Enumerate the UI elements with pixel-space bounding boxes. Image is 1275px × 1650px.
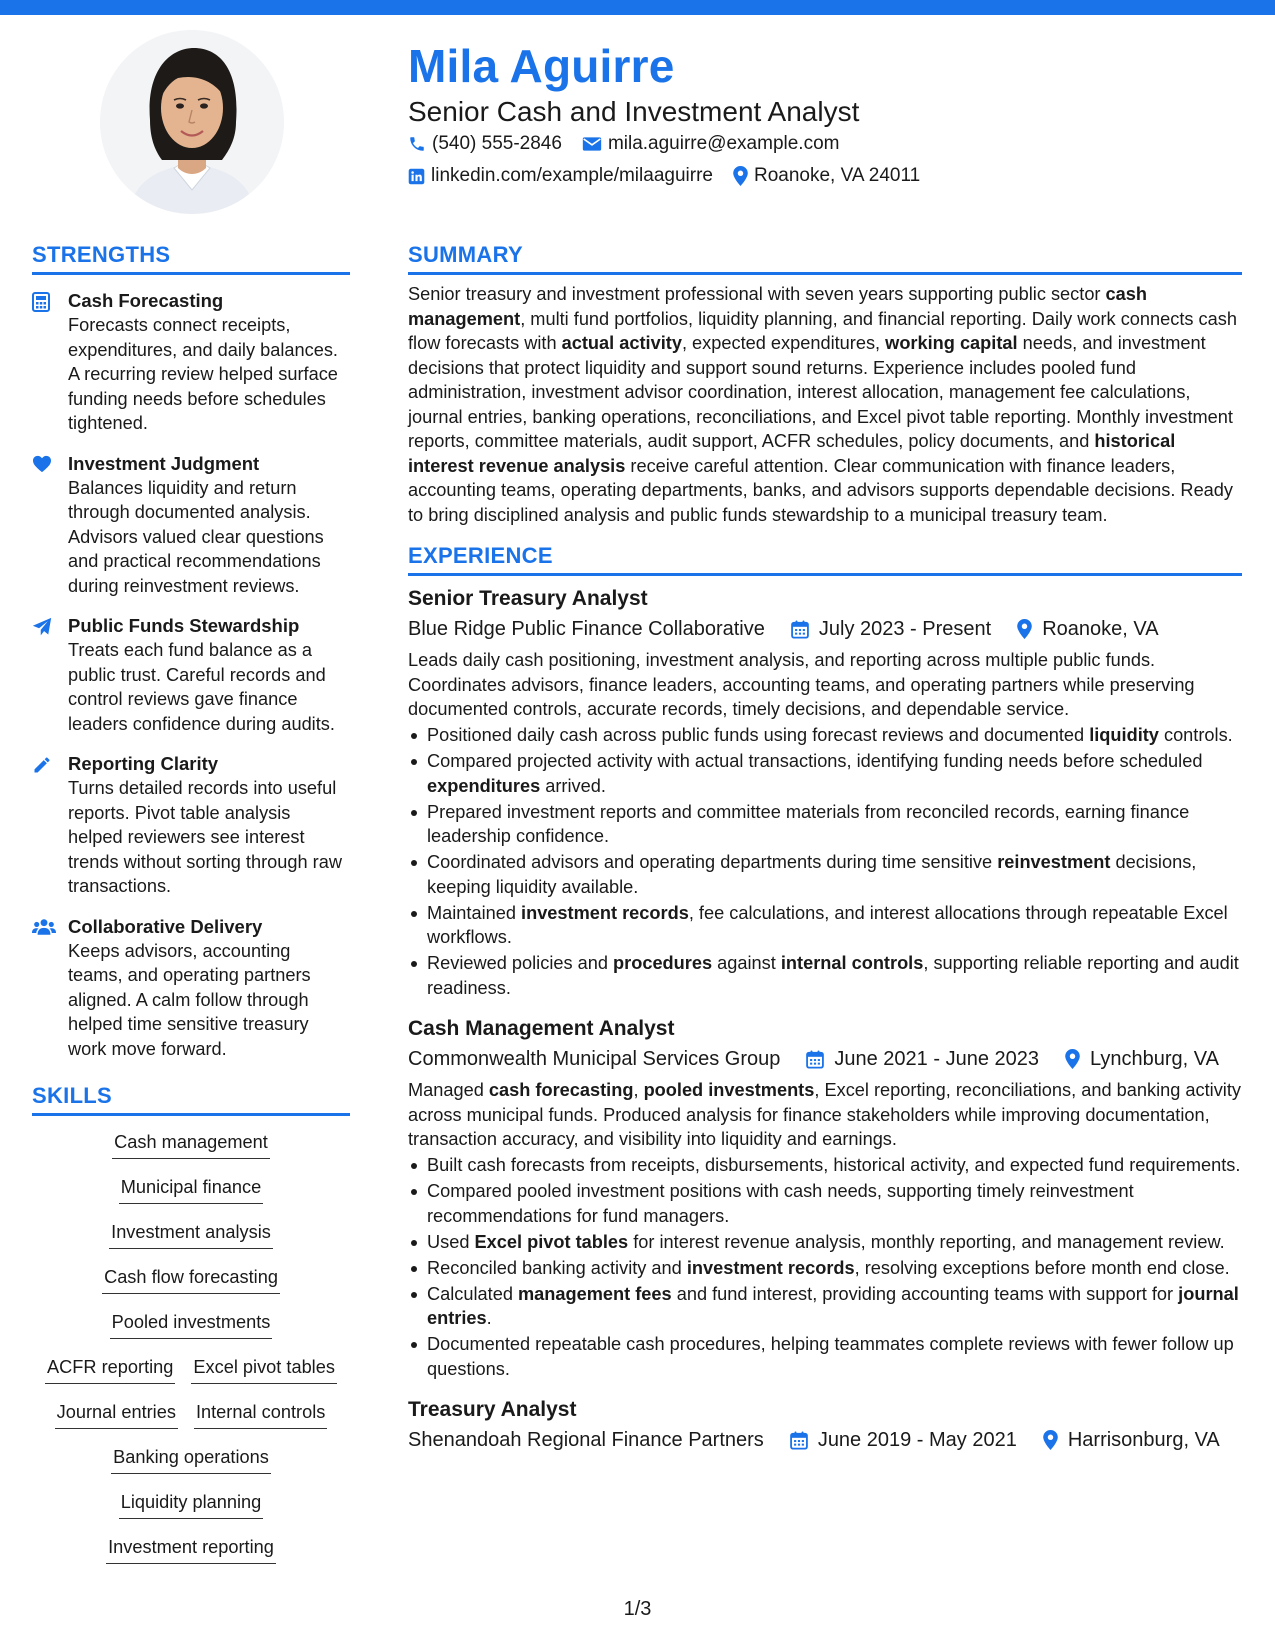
- bold-phrase: procedures: [613, 953, 713, 973]
- experience-list: [408, 584, 1242, 1455]
- job-company: Blue Ridge Public Finance Collaborative: [408, 618, 765, 640]
- job-company: Shenandoah Regional Finance Partners: [408, 1429, 764, 1451]
- job-meta: [408, 1044, 1242, 1074]
- job-entry: [408, 584, 1242, 1000]
- skill-row: [109, 1220, 273, 1265]
- job-title: Treasury Analyst: [408, 1398, 577, 1421]
- bullet-item: [408, 1179, 1242, 1228]
- job-dates: [790, 1425, 1017, 1455]
- strength-item: [32, 915, 350, 1062]
- bullet-item: [408, 951, 1242, 1000]
- strength-title: Reporting Clarity: [68, 753, 219, 774]
- skill-tag: Cash management: [112, 1130, 270, 1159]
- phone-text: (540) 555-2846: [432, 133, 562, 154]
- skill-row: [55, 1400, 328, 1445]
- bold-phrase: cash management: [408, 284, 1148, 329]
- job-location: [1065, 1044, 1219, 1074]
- text-run: , Excel reporting, reconciliations, and banking activity across municipal funds. Produced analysis for finance stakeholders while improving documentation, transaction accuracy, and visibility into liquidity and earnings.: [408, 1080, 1241, 1149]
- job-dates: [806, 1044, 1039, 1074]
- job-location: [1017, 614, 1158, 644]
- text-run: Maintained: [427, 902, 522, 923]
- email-text: mila.aguirre@example.com: [607, 133, 840, 154]
- map-pin-icon: [1043, 1430, 1058, 1450]
- strength-text: Keeps advisors, accounting teams, and operating partners aligned. A calm follow through helped time sensitive treasury work move forward.: [68, 940, 311, 1059]
- left-column: [32, 242, 350, 1580]
- bullet-item: [408, 749, 1242, 798]
- job-location-text: Lynchburg, VA: [1089, 1048, 1219, 1070]
- bold-phrase: investment records: [686, 1257, 855, 1278]
- strength-item: [32, 289, 350, 436]
- bold-phrase: management fees: [518, 1283, 672, 1304]
- text-run: Compared projected activity with actual transactions, identifying funding needs before scheduled: [427, 751, 1203, 771]
- strength-text: Turns detailed records into useful reports. Pivot table analysis helped reviewers see interest trends without sorting through raw transactions.: [68, 778, 342, 896]
- skill-tag: ACFR reporting: [45, 1355, 175, 1384]
- text-run: Senior treasury and investment professional with seven years supporting public sector: [408, 284, 1106, 304]
- experience-heading: EXPERIENCE: [408, 543, 1242, 576]
- skill-tag: Pooled investments: [110, 1310, 273, 1339]
- job-dates-text: July 2023 - Present: [818, 618, 992, 640]
- top-accent-bar: [0, 0, 1275, 15]
- bullet-item: [408, 850, 1242, 899]
- text-run: Prepared investment reports and committee materials from reconciled records, earning finance leadership confidence.: [427, 801, 1190, 846]
- text-run: against: [712, 953, 781, 973]
- text-run: needs, and investment decisions that protect liquidity and support sound returns. Experience includes pooled fund administration, investment advisor coordination, interest allocation, management fee calculations, journal entries, banking operations, reconciliations, and Excel pivot table reporting. Monthly investment reports, committee materials, audit support, ACFR schedules, policy documents, and: [408, 333, 1233, 451]
- text-run: ,: [633, 1080, 644, 1100]
- heart-icon: [32, 455, 52, 473]
- bullet-item: [408, 1153, 1242, 1178]
- map-pin-icon: [1017, 619, 1032, 639]
- text-run: arrived.: [540, 775, 606, 796]
- job-entry: [408, 1014, 1242, 1381]
- bold-phrase: investment records: [521, 902, 689, 923]
- job-meta: [408, 1425, 1242, 1455]
- skill-row: [102, 1265, 280, 1310]
- candidate-headline: Senior Cash and Investment Analyst: [408, 96, 860, 127]
- text-run: .: [486, 1308, 492, 1328]
- job-location-text: Roanoke, VA: [1042, 618, 1159, 640]
- skill-tag: Internal controls: [194, 1400, 327, 1429]
- pencil-icon: [32, 755, 52, 775]
- skill-tag: Municipal finance: [119, 1175, 264, 1204]
- text-run: and fund interest, providing accounting teams with support for: [671, 1283, 1179, 1304]
- text-run: decisions, keeping liquidity available.: [427, 852, 1197, 897]
- job-entry: [408, 1395, 1242, 1455]
- map-pin-icon: [733, 166, 748, 186]
- right-column: [408, 242, 1242, 1455]
- skill-tag: Investment analysis: [109, 1220, 273, 1249]
- strength-title: Collaborative Delivery: [68, 915, 263, 937]
- strength-item: [32, 752, 350, 899]
- skill-tag: Journal entries: [55, 1400, 178, 1429]
- skills-heading: SKILLS: [32, 1083, 350, 1116]
- location-text: Roanoke, VA 24011: [753, 165, 921, 186]
- skill-tag: Cash flow forecasting: [102, 1265, 280, 1294]
- text-run: for interest revenue analysis, monthly reporting, and management review.: [628, 1231, 1225, 1252]
- strength-title: Investment Judgment: [68, 452, 260, 474]
- text-run: Compared pooled investment positions with cash needs, supporting timely reinvestment recommendations for fund managers.: [427, 1181, 1134, 1226]
- text-run: Documented repeatable cash procedures, helping teammates complete reviews with fewer follow up questions.: [427, 1334, 1234, 1379]
- job-company: Commonwealth Municipal Services Group: [408, 1048, 781, 1070]
- skill-row: [111, 1445, 271, 1490]
- job-description: [408, 648, 1242, 722]
- text-run: Coordinated advisors and operating departments during time sensitive: [427, 852, 998, 872]
- phone-icon: [408, 135, 426, 153]
- skill-row: [112, 1130, 270, 1175]
- job-bullets: [408, 723, 1242, 1000]
- job-dates: [791, 614, 991, 644]
- strength-text: Forecasts connect receipts, expenditures, and daily balances. A recurring review helped surface funding needs before schedules tightened.: [68, 315, 338, 433]
- bold-phrase: liquidity: [1089, 725, 1159, 745]
- text-run: Used: [427, 1231, 475, 1252]
- job-title: Senior Treasury Analyst: [408, 587, 648, 610]
- paper-plane-icon: [32, 617, 52, 637]
- skill-tag: Banking operations: [111, 1445, 271, 1474]
- text-run: , expected expenditures,: [681, 333, 886, 353]
- bold-phrase: working capital: [885, 333, 1018, 353]
- contact-row-primary: [408, 133, 839, 155]
- skill-row: [45, 1355, 337, 1400]
- text-run: Leads daily cash positioning, investment analysis, and reporting across multiple public funds. Coordinates advisors, finance leaders, accounting teams, and operating partners while preserving documented controls, accurate records, timely decisions, and dependable service.: [408, 650, 1195, 719]
- text-run: , fee calculations, and interest allocations through repeatable Excel workflows.: [427, 902, 1228, 947]
- bold-phrase: reinvestment: [997, 852, 1111, 872]
- summary-heading: SUMMARY: [408, 242, 1242, 275]
- bold-phrase: internal controls: [780, 953, 924, 973]
- skill-tag: Liquidity planning: [119, 1490, 264, 1519]
- contact-location: [733, 165, 920, 187]
- envelope-icon: [582, 136, 602, 152]
- strength-title: Public Funds Stewardship: [68, 615, 300, 636]
- skill-row: [110, 1310, 273, 1355]
- bold-phrase: actual activity: [561, 333, 682, 353]
- text-run: receive careful attention. Clear communication with finance leaders, accounting teams, operating departments, banks, and advisors supports dependable decisions. Ready to bring disciplined analysis and public funds stewardship to a municipal treasury team.: [408, 455, 1234, 525]
- bold-phrase: historical interest revenue analysis: [408, 431, 1176, 476]
- bullet-item: [408, 1282, 1242, 1331]
- skill-tag: Investment reporting: [106, 1535, 276, 1564]
- calendar-icon: [791, 620, 809, 639]
- text-run: Managed: [408, 1080, 489, 1100]
- bullet-item: [408, 901, 1242, 950]
- job-location-text: Harrisonburg, VA: [1067, 1429, 1220, 1451]
- text-run: controls.: [1158, 725, 1233, 745]
- profile-photo: [100, 30, 284, 214]
- bold-phrase: Excel pivot tables: [474, 1231, 629, 1252]
- contact-email[interactable]: [582, 133, 840, 155]
- skill-row: [119, 1490, 264, 1535]
- job-dates-text: June 2021 - June 2023: [834, 1048, 1039, 1070]
- text-run: Reconciled banking activity and: [427, 1257, 687, 1278]
- job-meta: [408, 614, 1242, 644]
- summary-text: [408, 282, 1242, 527]
- skill-row: [106, 1535, 276, 1580]
- bold-phrase: journal entries: [427, 1283, 1239, 1328]
- text-run: Built cash forecasts from receipts, disbursements, historical activity, and expected fund requirements.: [427, 1155, 1241, 1175]
- bold-phrase: pooled investments: [643, 1080, 815, 1100]
- candidate-name: Mila Aguirre: [408, 40, 675, 92]
- skills-list: [32, 1130, 350, 1580]
- text-run: Positioned daily cash across public funds using forecast reviews and documented: [427, 725, 1090, 745]
- job-location: [1043, 1425, 1220, 1455]
- job-dates-text: June 2019 - May 2021: [817, 1429, 1017, 1451]
- calendar-icon: [790, 1431, 808, 1450]
- bold-phrase: expenditures: [427, 775, 541, 796]
- strengths-heading: STRENGTHS: [32, 242, 350, 275]
- users-icon: [32, 918, 56, 936]
- bullet-item: [408, 1256, 1242, 1281]
- bullet-item: [408, 723, 1242, 748]
- linkedin-icon: [408, 168, 425, 185]
- strength-item: [32, 614, 350, 736]
- bullet-item: [408, 1230, 1242, 1255]
- text-run: Calculated: [427, 1283, 518, 1304]
- contact-phone[interactable]: [408, 133, 562, 155]
- job-title: Cash Management Analyst: [408, 1017, 675, 1040]
- calculator-icon: [32, 292, 50, 312]
- map-pin-icon: [1065, 1049, 1080, 1069]
- strength-title: Cash Forecasting: [68, 290, 224, 311]
- text-run: Reviewed policies and: [427, 953, 614, 973]
- linkedin-text: linkedin.com/example/milaaguirre: [431, 165, 713, 186]
- bold-phrase: cash forecasting: [488, 1080, 634, 1100]
- strength-text: Balances liquidity and return through documented analysis. Advisors valued clear questions and practical recommendations during reinvestment reviews.: [68, 477, 324, 596]
- job-bullets: [408, 1153, 1242, 1381]
- strength-text: Treats each fund balance as a public trust. Careful records and control reviews gave finance leaders confidence during audits.: [68, 640, 335, 734]
- contact-row-secondary: [408, 165, 920, 187]
- skill-tag: Excel pivot tables: [191, 1355, 337, 1384]
- text-run: , resolving exceptions before month end close.: [854, 1257, 1230, 1278]
- text-run: , multi fund portfolios, liquidity planning, and financial reporting. Daily work connects cash flow forecasts with: [408, 308, 1237, 353]
- calendar-icon: [806, 1050, 824, 1069]
- bullet-item: [408, 1332, 1242, 1381]
- page-number: 1/3: [623, 1598, 652, 1620]
- job-description: [408, 1078, 1242, 1152]
- text-run: , supporting reliable reporting and audit readiness.: [427, 953, 1239, 998]
- contact-linkedin[interactable]: [408, 165, 713, 187]
- bullet-item: [408, 800, 1242, 849]
- skill-row: [119, 1175, 264, 1220]
- strength-item: [32, 452, 350, 599]
